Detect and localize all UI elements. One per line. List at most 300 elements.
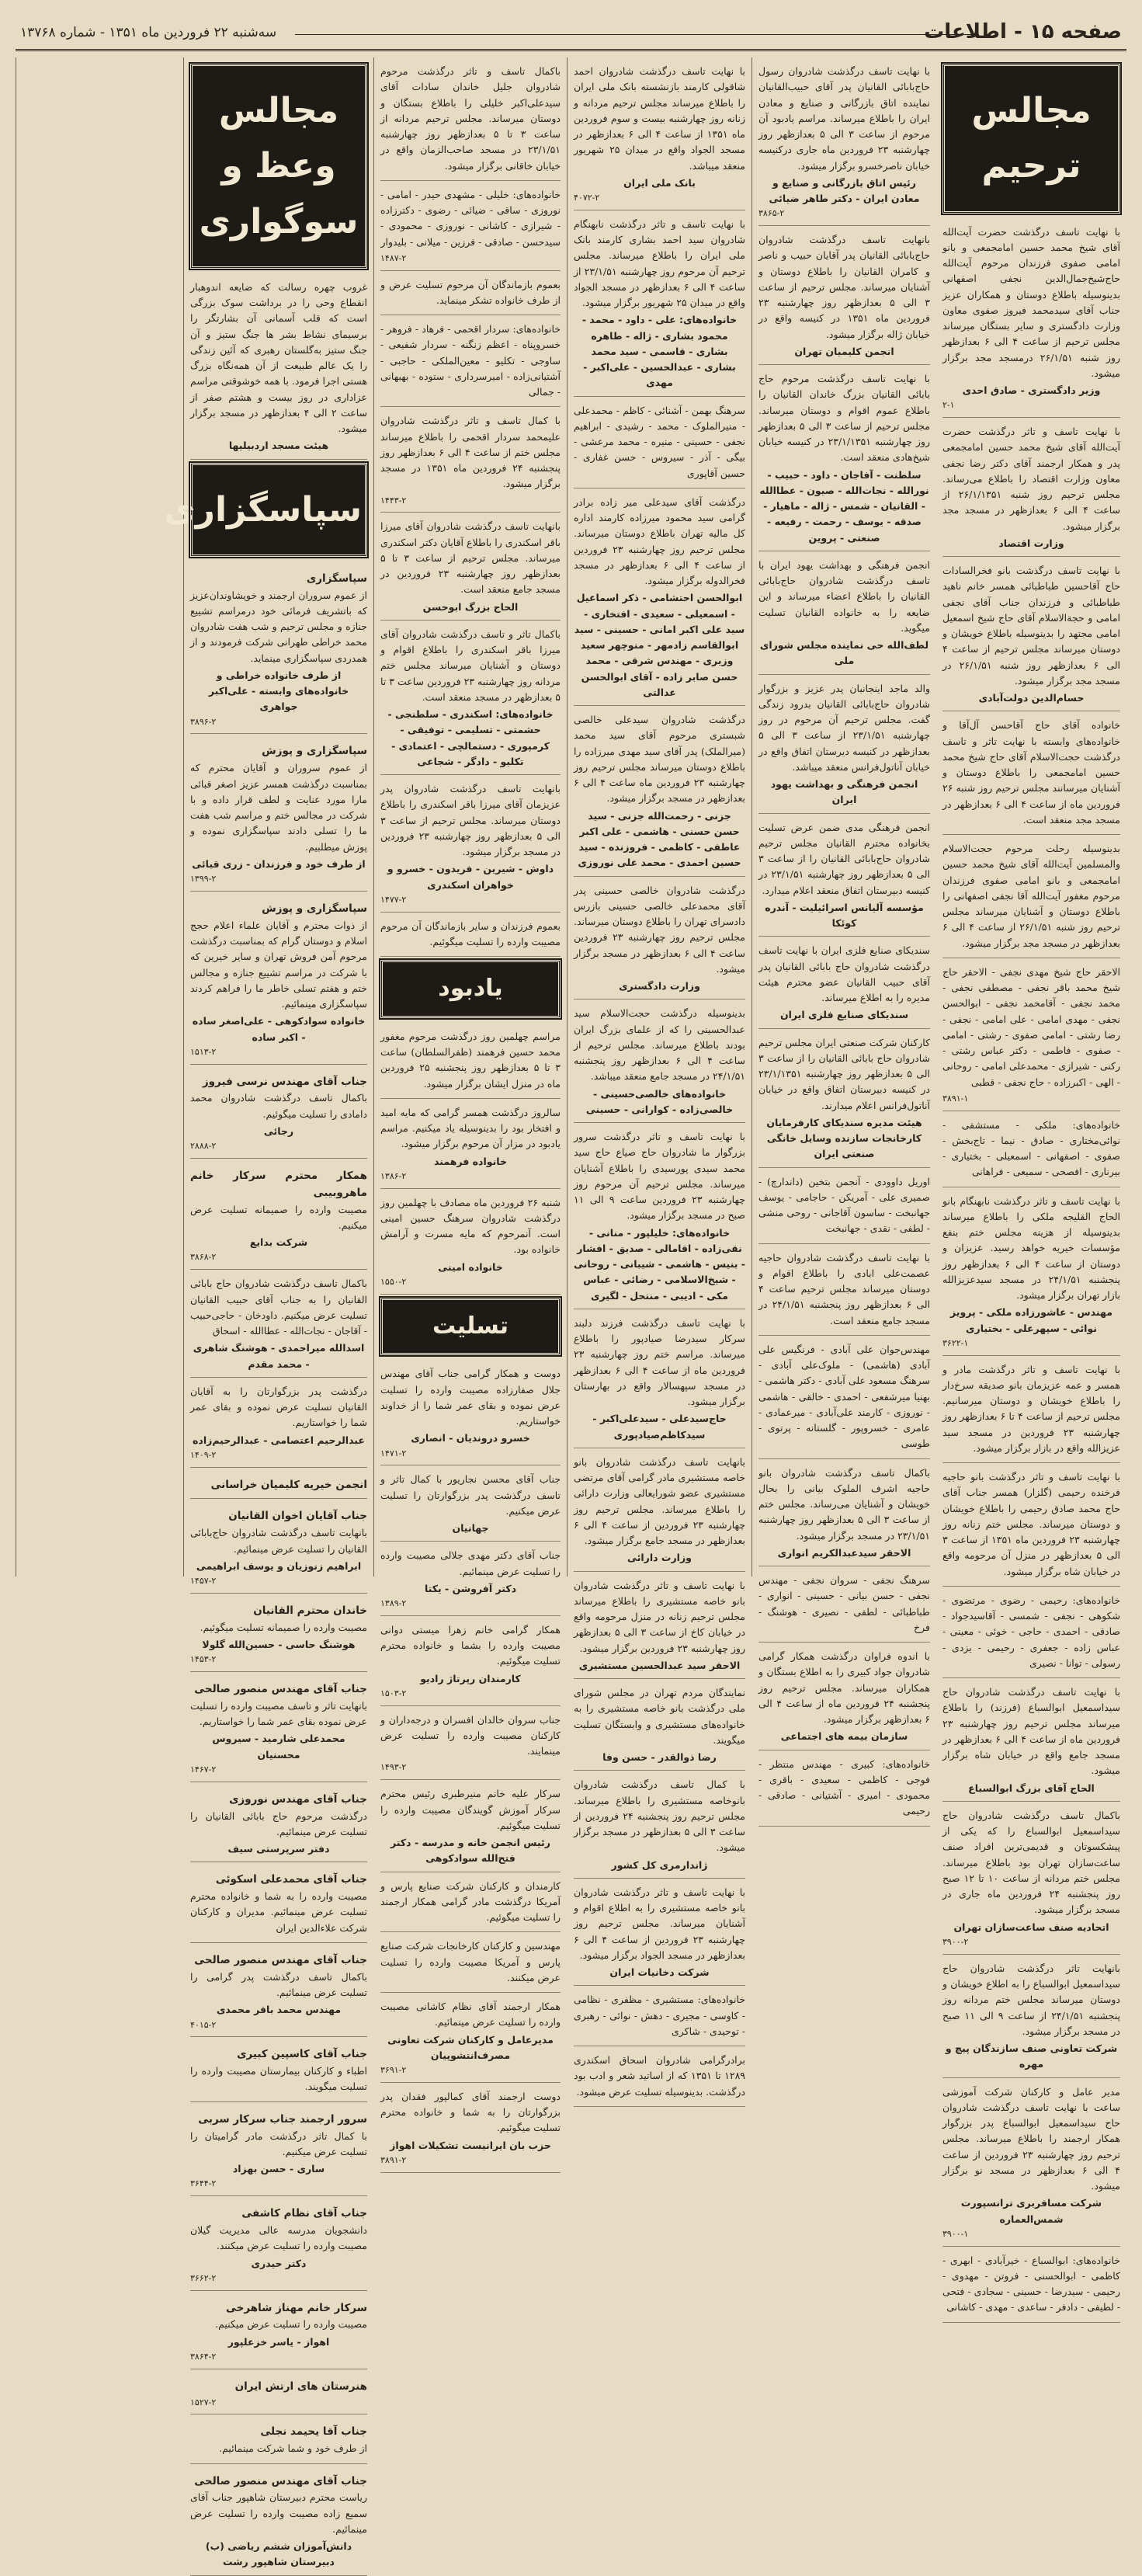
notice-signature: اهواز - یاسر خزعلپور <box>227 2335 330 2348</box>
notice <box>190 2418 367 2463</box>
notice-signature: خسرو دروندیان - انصاری <box>411 1432 530 1444</box>
notice <box>942 1466 1120 1587</box>
notice-heading: سرکار خانم مهناز شاهرخی <box>225 2301 367 2314</box>
notice-text: با نهایت تاسف و تاثر درگذشت شادروان بانو خاصه مستشیری را به اطلاع اقوام و آشنایان میرساند. مجلس ترحیم روز چهارشنبه ۲۳ فروردین از ساعت ۴ الی ۶ بعدازظهر در مسجد الجواد برگزار میشود. <box>574 1886 745 1961</box>
notice <box>758 1462 930 1567</box>
notice-text: از عموم سروران و آقایان محترم که بمناسبت درگذشت همسر عزیز اصغر قبائی مارا مورد عنایت و لطف قرار داده و با شرکت در مجالس ختم و مراسم شب هفت ما را تسلی دادند سپاسگزاری نموده و پوزش میطلبیم. <box>190 762 367 853</box>
notice-signature: ابوالحسن احتشامی - ذکر اسماعیل - اسمعیلی - سعیدی - افتخاری - سید علی اکبر امانی - حسینی - سید ابوالقاسم زادمهر - منوچهر سعید وزیری - مهندس شرقی - محمد حسن صابر زاده - آقای ابوالحسن عدالتی <box>574 592 745 698</box>
notice-code: ۱۳۸۶-۲ <box>380 1170 407 1181</box>
notice-text: غروب چهره رسالت که ضایعه اندوهبار انقطاع وحی را در برداشت سوک بزرگی است که قلب آسمانی آن بشارتگر را برسیمای نشاط بشر ها جنگ ستیز و آن جنگ ستیز به‌گلستان رهبری که آئین زندگی را یک عالم طبیعت از آن همه‌نگاه بزرگ هستی اجرا فرمود. با همه خوشوقتی مراسم عزاداری در روز بیست و هشتم صفر از ساعت ۲ الی ۴ بعدازظهر در مسجد برگزار میشود. <box>190 280 367 435</box>
notice-signature: رئیس اتاق بازرگانی و صنایع و معادن ایران - دکتر طاهر ضیائی <box>769 176 920 204</box>
notice <box>380 516 561 621</box>
notice-signature: ژاندارمری کل کشور <box>611 1858 708 1871</box>
notice-signature: حاج‌سیدعلی - سیدعلی‌اکبر - سیدکاظم‌صیادپوری <box>592 1413 727 1441</box>
notice-text: مصیبت وارده را صمیمانه تسلیت عرض میکنیم. <box>190 1203 367 1231</box>
notice-code: ۳۸۶۸-۲ <box>190 1252 217 1263</box>
notice-text: با نهایت تاسف و تاثر درگذشت بانو حاجیه فرخنده رحیمی (گلزار) همسر جناب آقای حاج محمد صادق رحیمی را باطلاع خویشان و دوستان میرساند. مجلس ختم زنانه روز چهارشنبه ۲۳ فروردین ماه ۱۳۵۱ از ساعت ۳ الی ۵ بعدازظهر در منزل آن مرحومه واقع در خیابان شاه برگزار میشود. <box>942 1471 1120 1577</box>
banner-yadbud: یادبود <box>380 960 561 1018</box>
notice-code: ۱۵۲۷-۲ <box>190 2397 217 2407</box>
notice-text: جناب آقای دکتر مهدی جلالی مصیبت وارده را تسلیت عرض مینمائیم. <box>380 1549 561 1577</box>
notice-text: مراسم چهلمین روز درگذشت مرحوم مغفور محمد حسین فرهمند (ظفرالسلطان) ساعت ۳ تا ۵ بعدازظهر روز پنجشنبه ۲۵ فروردین ماه در منزل ایشان برگزار میشود. <box>380 1030 561 1090</box>
newspaper-page <box>16 16 1126 2568</box>
notice-text: سرهنگ نجفی - سروان نجفی - مهندس نجفی - حسن بیانی - حسینی - انواری - طباطبائی - لطفی - نصیری - هوشنگ - فرخ <box>758 1574 930 1633</box>
notice-signature: الاحقر سید عبدالحسین مستشیری <box>578 1659 741 1671</box>
notice-text: کارکنان شرکت صنعتی ایران مجلس ترحیم شادروان حاج بابائی القانیان را از ساعت ۳ الی ۵ بعدازظهر روز چهارشنبه ۲۳/۱/۱۳۵۱ در کنیسه دبیرستان اتفاق واقع در خیابان آناتول‌فرانس اعلام میدارند. <box>758 1036 930 1111</box>
notice-signature: سندیکای صنایع فلزی ایران <box>779 1009 909 1021</box>
notice <box>758 1171 930 1244</box>
notice-text: بانهایت تاسف درگذشت شادروان حاج‌بابائی القانیان پدر آقایان حبیب و ناصر و کامران القانیان را باطلاع دوستان و آشنایان میرساند. مجلس ترحیم از ساعت ۳ الی ۵ بعدازظهر روز چهارشنبه ۲۳ فروردین ماه ۱۳۵۱ در کنیسه واقع در خیابان ژاله برگزار میشود. <box>758 234 930 340</box>
notice-signature: الحاج بزرگ ابوحسن <box>422 600 519 613</box>
notice-text: با نهایت تاسف درگذشت شادروان احمد شاقولی کارمند بازنشسته بانک ملی ایران را باطلاع میرساند مجلس ترحیم مردانه و زنانه روز چهارشنبه بیست و سوم فروردین ماه ۱۳۵۱ از ساعت ۴ الی ۶ بعدازظهر در مسجد الجواد واقع در میدان ۲۵ شهریور منعقد میباشد. <box>574 65 745 172</box>
notice-text: با نهایت تاسف درگذشت شادروان رسول حاج‌بابائی القانیان پدر آقای حبیب‌القانیان نماینده اتاق بازرگانی و صنایع و معادن ایران را باطلاع میرساند. مراسم یادبود آن مرحوم از ساعت ۳ الی ۵ بعدازظهر روز چهارشنبه ۲۳ فروردین ماه جاری درکنیسه خیابان ناصرخسرو برگزار میشود. <box>758 65 930 172</box>
notice-signature: سلطنت - آفاجان - داود - حبیب - نورالله - نجات‌الله - صیون - عطاالله - القانیان - شمس - ژاله - ماهیار - صدقه - یوسف - رحمت - رفیعه - صنعتی - پروین <box>759 468 929 544</box>
notice <box>758 817 930 937</box>
notice-heading: خاندان محترم القانیان <box>253 1604 367 1617</box>
notice-signature: شرکت تعاونی صنف سازندگان پیچ و مهره <box>945 2042 1118 2070</box>
notice-text: مدیر عامل و کارکنان شرکت آموزشی ساعت با نهایت تاسف درگذشت شادروان حاج سیداسمعیل ابوالسباع پدر بزرگوار همکار ارجمند را باطلاع میرساند. مجلس ترحیم روز چهارشنبه ۲۳ فروردین از ساعت ۴ الی ۶ بعدازظهر در مسجد نو برگزار میشود. <box>942 2085 1121 2192</box>
notice-heading: جناب آقای کاسپین کبیری <box>237 2048 367 2061</box>
notice-text: دوست و همکار گرامی جناب آقای مهندس جلال صفارزاده مصیبت وارده را تسلیت عرض نموده و بقای عمر شما را از خداوند خواستاریم. <box>380 1368 561 1427</box>
notice <box>574 1882 745 1987</box>
notice-code: ۱۴۷۷-۲ <box>380 894 407 905</box>
notice <box>380 2086 561 2173</box>
notice-signature: ساری - حسن بهزاد <box>232 2163 325 2175</box>
notice <box>190 1785 367 1863</box>
notice-text: بعموم فرزندان و سایر بازماندگان آن مرحوم مصیبت وارده را تسلیت میگوئیم. <box>380 920 561 947</box>
notice-signature: خانواده‌های: علی - داود - محمد - محمود بشاری - ژاله - طاهره بشاری - قاسمی - سید محمد بشاری - عبدالحسین - علی‌اکبر - مهدی <box>581 314 738 389</box>
notice-text: برادرگرامی شادروان اسحاق اسکندری ۱۲۸۹ تا ۱۳۵۱ که از اساتید شعر و ادب بود درگذشت. بدینوسیله تسلیت عرض میشود. <box>574 2054 746 2098</box>
notice-signature: مؤسسه آلیانس اسرائیلیت - آندره کوئکا <box>765 901 924 930</box>
notice-code: ۱۵۰۳-۲ <box>380 1688 407 1698</box>
notice-text: با نهایت تاسف و تاثر درگذشت سرور بزرگوار ما شادروان حاج صیاع حاج سید محمد سیدی پورسیدی را باطلاع آشنایان میرساند. مجلس ترحیم آن مرحوم روز چهارشنبه ۲۳ فروردین ساعت ۹ الی ۱۱ صبح در مسجد برگزار میشود. <box>574 1131 745 1222</box>
notice <box>758 368 930 551</box>
notice <box>190 1068 367 1159</box>
notice <box>574 61 745 210</box>
notice <box>190 2199 367 2290</box>
notice-signature: خانواده‌های خالصی‌حسینی - خالصی‌زاده - کوارانی - حسینی <box>585 1087 734 1115</box>
notice-text: با کمال تاسف درگذشت شادروان بانوخاصه مستشیری را باطلاع میرساند. مجلس ترحیم روز پنجشنبه ۲۴ فروردین از ساعت ۳ الی ۵ بعدازظهر در مسجد برگزار میشود. <box>574 1778 745 1854</box>
notice-signature: وزارت دارائی <box>627 1552 692 1564</box>
notice-heading: سپاسگزاری <box>306 572 367 585</box>
notice <box>380 1363 561 1465</box>
notice-signature: ابراهیم زنوزیان و یوسف ابراهیمی <box>196 1559 362 1572</box>
notice-text: از ذوات محترم و آقایان علماء اعلام حجج اسلام و دوستان گرام که بمناسبت درگذشت مرحوم آمن فروش تهران و سایر خیرین که با شرکت در مراسم تشییع جنازه و مجالس ختم و هفتم تسلی خاطر ما را فراهم کردند سپاسگزاری مینمائیم. <box>190 919 367 1010</box>
notice-text: بدینوسیله درگذشت حجت‌الاسلام سید عبدالحسینی را که از علمای بزرگ ایران بودند باطلاع میرساند. مجلس ترحیم از ساعت ۴ الی ۶ بعدازظهر روز پنجشنبه ۲۴/۱/۵۱ در مسجد جامع منعقد میباشد. <box>574 1007 745 1083</box>
notice-signature: شرکت بدایع <box>249 1236 308 1249</box>
notice-text: نمایندگان مردم تهران در مجلس شورای ملی درگذشت بانو خاصه مستشیری را به خانواده‌های مستشیری و وابستگان تسلیت میگویند. <box>574 1687 745 1746</box>
notice-code: ۱۴۵۳-۲ <box>190 1654 217 1665</box>
notice-heading: جناب آقای محمدعلی اسکوئی <box>215 1873 367 1886</box>
notice <box>190 1502 367 1593</box>
notice-signature: شرکت دخانیات ایران <box>609 1966 710 1979</box>
notice <box>380 61 561 181</box>
notice <box>574 1989 745 2046</box>
notice <box>190 1273 367 1378</box>
notice <box>942 1359 1120 1464</box>
notice-code: ۳۸۹۱-۱ <box>942 1093 969 1104</box>
notice-signature: مدیرعامل و کارکنان شرکت تعاونی مصرف‌انتشوپیان <box>387 2033 554 2061</box>
notice-code: ۳۹۰۰-۱ <box>942 2228 969 2239</box>
notice-text: سرهنگ بهمن - آشنائی - کاظم - محمدعلی - منیرالملوک - محمد - رشیدی - ابراهیم نجفی - حسینی - منیره - محمد مرعشی - بیگی - آذر - سیروس - حسن غفاری - حسین آقاپوری <box>574 404 745 479</box>
notice-text: با نهایت تاسف درگذشت شادروان حاجیه عصمت‌علی ابادی را باطلاع اقوام و دوستان میرساند مجلس ترحیم ساعت ۴ الی ۶ بعدازظهر روز پنجشنبه ۲۴/۱/۵۱ در مسجد جامع منعقد است. <box>758 1251 930 1326</box>
notice-text: جناب آقای محسن نجاریور با کمال تاثر و تاسف درگذشت پدر بزرگوارتان را تسلیت عرض میکنیم. <box>380 1473 561 1517</box>
notice-code: ۱۳۹۹-۲ <box>190 874 217 885</box>
notice-signature: رضا ذوالقدر - حسن وفا <box>602 1751 717 1764</box>
notice <box>190 1946 367 2037</box>
notice-text: سالروز درگذشت همسر گرامی که مایه امید و افتخار بود را بدینوسیله یاد میکنیم. مراسم یادبود در مزار آن مرحوم برگزار میشود. <box>380 1106 561 1150</box>
column-3 <box>567 57 751 2098</box>
notice-text: با نهایت تاسف درگذشت مرحوم حاج بابائی القانیان بزرگ خاندان القانیان را باطلاع عموم اقوام و دوستان میرساند. مجلس ترحیم از ساعت ۳ الی ۵ بعدازظهر روز چهارشنبه ۲۳/۱/۱۳۵۱ در کنیسه خیابان شیخ‌هادی منعقد است. <box>758 373 931 464</box>
notice-signature: هوشنگ حاسی - حسین‌الله گلولا <box>202 1638 356 1650</box>
notice <box>380 1026 561 1099</box>
notice-text: خانواده‌های: کبیری - مهندس منتظر - فوجی - کاظمی - سعیدی - باقری - محمودی - امیری - آشتیانی - صادقی - رحیمی <box>758 1757 930 1817</box>
notice <box>380 1619 561 1706</box>
notice-text: با نهایت تاسف درگذشت بانو فخرالسادات حاج آقاحسین طباطبائی همسر خانم ناهید طباطبائی و فرزندان جناب آقای نجفی امامی و حجة‌الاسلام آقای حاج شیخ اسمعیل امامی مجتهد را بدینوسیله باطلاع خویشان و دوستان میرساند مجلس ترحیم از ساعت ۴ الی ۶ بعدازظهر روز شنبه ۲۶/۱/۵۱ در مسجد مجد برگزار میشود. <box>942 565 1120 687</box>
notice-code: ۳۸۹۶-۲ <box>190 716 217 727</box>
notice-signature: خانواده‌های: خلیلپور - منانی - نقی‌زاده - اقامالی - صدیق - افشار - بنیس - هاشمی - شیبانی - روحانی - شیخ‌الاسلامی - رضائی - عباس مکی - ادیبی - منتحل - لگیری <box>573 1226 745 1302</box>
notice <box>190 737 367 891</box>
notice <box>942 1114 1120 1187</box>
banner-vaz: مجالس وعظ و سوگواری <box>190 64 367 269</box>
notice <box>942 2081 1120 2247</box>
notice-text: درگذشت مرحوم حاج بابائی القانیان را تسلیت عرض مینمائیم. <box>190 1809 367 1837</box>
notice-text: مهندسین و کارکنان کارخانجات شرکت صنایع پارس و آمریکا مصیبت وارده را تسلیت عرض میکنند. <box>380 1940 561 1983</box>
notice-signature: وزیر دادگستری - صادق احدی <box>962 384 1101 397</box>
notice <box>942 1958 1120 2078</box>
notice-code: ۳۶۶۲-۲ <box>190 2272 217 2283</box>
notice <box>190 2467 367 2576</box>
notice-text: خانواده آقای حاج آقاحسن آل‌آقا و خانواده‌های وابسته با نهایت تاثر و تاسف درگذشت حجت‌الاسلام آقای حاج شیخ محمد حسین امامجمعی را باطلاع دوستان و آشنایان میرسانند مجلس ترحیم روز شنبه ۲۶ فروردین ماه از ساعت ۴ الی ۶ بعدازظهر در مسجد مجد منعقد است. <box>942 719 1120 826</box>
notice-signature: مهندس - عاشورزاده ملکی - پرویز نوائی - سپهرعلی - بختیاری <box>950 1306 1112 1334</box>
notice-text: با نهایت تاسف درگذشت شادروان حاج سیداسمعیل ابوالسباع (فرزند) را باطلاع میرساند مجلس ترحیم روز چهارشنبه ۲۳ فروردین ماه از ساعت ۴ الی ۶ بعدازظهر در مسجد جامع واقع در خیابان شاه برگزار میشود. <box>942 1686 1120 1777</box>
notice <box>380 624 561 775</box>
notice <box>758 940 930 1028</box>
notice <box>190 565 367 735</box>
column-1 <box>936 57 1126 2314</box>
notice-signature: انجمن فرهنگی و بهداشت یهود ایران <box>770 778 918 806</box>
notice-heading: جناب آقای مهندس نوروزی <box>229 1792 367 1806</box>
notice-text: اطباء و کارکنان بیمارستان مصیبت وارده را تسلیت میگویند. <box>190 2065 367 2093</box>
notice-text: خانواده‌های: مستشیری - مظفری - نظامی - کاوسی - مجیری - دهش - نوائی - رهبری - توحیدی - شاکری <box>574 1994 745 2037</box>
notice-signature: سازمان بیمه های اجتماعی <box>780 1730 908 1743</box>
column-5 <box>16 57 373 2568</box>
notice-text: با کمال تاثر درگذشت مادر گرامیتان را تسلیت عرض میکنیم. <box>190 2129 367 2157</box>
notice <box>380 1996 561 2083</box>
issue-date: سه‌شنبه ۲۲ فروردین ماه ۱۳۵۱ - شماره ۱۳۷۶۸ <box>20 25 277 40</box>
notice-signature: خانواده امینی <box>438 1260 503 1273</box>
notice <box>190 2040 367 2101</box>
notice-signature: دکتر حیدری <box>251 2257 307 2269</box>
notice <box>942 838 1120 958</box>
notice <box>190 1162 367 1270</box>
notice-signature: جزنی - رحمت‌الله جزنی - سید حسن حسنی - هاشمی - علی اکبر عاطفی - کاظمی - فروزنده - سید حسین احمدی - محمد علی نوروزی <box>578 809 741 869</box>
notice <box>380 1545 561 1616</box>
notice <box>190 895 367 1065</box>
notice <box>574 1126 745 1309</box>
notice-signature: دکتر آفروشن - یکتا <box>424 1582 517 1594</box>
notice-text: خانواده‌های: خلیلی - مشهدی حیدر - امامی - نوروزی - ساقی - ضیائی - رضوی - دکترزاده - شیرازی - کاشانی - نوروزی - محمودی - سیدحسن - صادقی - فرزین - میلانی - بلیدوار <box>380 188 561 248</box>
notice <box>190 1471 367 1500</box>
notice <box>758 1570 930 1643</box>
masthead <box>16 16 1126 51</box>
notice-heading: جناب آقای نظام کاشفی <box>241 2207 367 2220</box>
notice <box>574 1003 745 1123</box>
notice-text: باکمال تاسف و تاثر درگذشت مرحوم شادروان جلیل خاندان سادات آقای سیدعلی‌اکبر خلیلی را باطلاع بستگان و دوستان میرساند. مجلس ترحیم مردانه از ساعت ۳ تا ۵ بعدازظهر روز چهارشنبه ۲۳/۱/۵۱ در مسجد صاحب‌الزمان واقع در خیابان خاقانی برگزار میشود. <box>380 65 561 172</box>
notice <box>380 1192 561 1295</box>
notice <box>190 276 367 460</box>
notice-text: باکمال تاسف درگذشت شادروان حاج بابائی القانیان را به جناب آقای حبیب القانیان تسلیت عرض میکنیم. داودخان - حاجی‌حبیب - آقاجان - نجات‌الله - عطاالله - اسحاق <box>190 1278 367 1337</box>
notice <box>942 714 1120 835</box>
notice-code: ۲-۱ <box>942 400 955 411</box>
notice-code: ۳۶۴۴-۲ <box>190 2178 217 2189</box>
notice-heading: جناب آقای مهندس منصور صالحی <box>194 1683 367 1696</box>
notice <box>190 1865 367 1943</box>
notice-heading: جناب آقای مهندس منصور صالحی <box>194 2474 367 2487</box>
notice <box>190 1381 367 1468</box>
notice-text: درگذشت شادروان سیدعلی خالصی شبستری مرحوم آقای سید محمد (میرالملک) پدر آقای سید مهدی میرزاده را باطلاع دوستان میرساند مجلس ترحیم روز چهارشنبه ۲۳ فروردین ماه ساعت ۴ الی ۶ بعدازظهر در مسجد برگزار میشود. <box>574 714 746 805</box>
page-label: صفحه ۱۵ - اطلاعات <box>924 20 1122 43</box>
masthead-rule <box>295 34 979 35</box>
notice-text: بعموم بازماندگان آن مرحوم تسلیت عرض و از طرف خانواده تشکر مینماید. <box>380 278 561 306</box>
notice-text: خانواده‌های: رحیمی - رضوی - مرتضوی - شکوهی - نجفی - شمسی - آقاسیدجواد - صادقی - احمدی - حاجی - خوئی - معینی - عباس زاده - جعفری - رحیمی - یزدی - رسولی - توانا - نصیری <box>942 1594 1120 1669</box>
notice-text: مهندس‌جوان علی آبادی - فرنگیس علی آبادی (هاشمی) - ملوک‌علی آبادی - سرهنگ مسعود علی آبادی - دکتر هاشمی - بهنیا میرشفعی - احمدی - خالقی - هاشمی - نوروزی - کارمند علی‌آبادی - میرعمادی - عامری - خسروپور - گلستانه - پرتوی - طوسی <box>758 1343 930 1450</box>
notice-signature: رجائی <box>263 1125 294 1137</box>
notice-text: با نهایت تاسف و تاثر درگذشت نابهنگام بانو الحاج القلیجه ملکی را باطلاع میرساند بدینوسیله از هزینه مجلس ختم بنفع مؤسسات خیریه خواهد رسید. عزیزان و دوستان از ساعت ۴ الی ۶ بعدازظهر روز پنجشنبه ۲۴/۱/۵۱ در مسجد سیدعزیزالله بازار تهران برگزار میشود. <box>942 1194 1121 1302</box>
notice-text: خانواده‌های: ابوالسباع - خیرآبادی - ابهری - کاظمی - ابوالحسنی - فروتن - مهدوی - رحیمی - سیدرضا - حسینی - سجادی - فتحی - لطیفی - دادفر - ساعدی - مهدی - کاشانی <box>942 2254 1120 2314</box>
notice-signature: لطف‌الله حی نماینده مجلس شورای ملی <box>759 639 929 667</box>
notice <box>574 2049 745 2107</box>
notice-text: الاحقر حاج شیخ مهدی نجفی - الاحقر حاج شیخ محمد باقر نجفی - مصطفی نجفی - محمد نجفی - آقامحمد نجفی - ابوالحسن نجفی - مهدی امامی - علی امامی - نجفی - رضا رشتی - امامی صفوی - رشتی - امامی - صفوی - فاطمی - دکتر عباس رشتی - رکنی - شیرازی - محمدعلی امامی - روحانی - الهی - اکبرزاده - حاج نجفی - قطبی <box>942 965 1120 1088</box>
notice-signature: خانواده سوادکوهی - علی‌اصغر ساده - اکبر ساده <box>192 1015 366 1043</box>
column-5b <box>16 57 184 1577</box>
notice-text: با کمال تاسف و تاثر درگذشت شادروان علیمحمد سردار اقحمی را باطلاع میرساند مجلس ختم از ساعت ۴ الی ۶ بعدازظهر روز پنجشنبه ۲۴ فروردین ماه ۱۳۵۱ در مسجد برگزار میشود. <box>380 415 561 490</box>
notice <box>942 221 1120 419</box>
notice-signature: مهندس محمد باقر محمدی <box>216 2004 342 2016</box>
notice-signature: حسام‌الدین دولت‌آبادی <box>978 692 1085 704</box>
notice-text: باکمال تاسف درگذشت شادروان حاج سیداسمعیل ابوالسباع را که یکی از پیشکسوتان و قدیمی‌ترین افراد صنف ساعت‌سازان تهران بود باطلاع میرساند. مجلس ختم مردانه از ساعت ۱۰ تا ۱۲ صبح روز پنجشنبه ۲۴ فروردین ماه جاری در مسجد برگزار میشود. <box>942 1809 1121 1916</box>
notice-text: باکمال تاسف درگذشت شادروان محمد دامادی را تسلیت میگوئیم. <box>190 1092 367 1120</box>
notice-text: همکار گرامی خانم زهرا میستی دوانی مصیبت وارده را بشما و خانواده محترم تسلیت میگوئیم. <box>380 1623 561 1667</box>
notice-signature: الحاج آقای بزرگ ابوالسباع <box>968 1782 1095 1794</box>
notice-heading: سپاسگزاری و پوزش <box>262 902 367 915</box>
notice-code: ۳۶۹۱-۲ <box>380 2065 407 2075</box>
notice <box>942 560 1120 711</box>
notice-code: ۱۴۰۹-۲ <box>190 1449 217 1460</box>
notice-code: ۱۴۹۳-۲ <box>380 1762 407 1773</box>
notice-signature: شرکت مسافربری ترانسپورت شمس‌العماره <box>960 2197 1102 2225</box>
notice <box>380 1876 561 1933</box>
notice <box>380 916 561 958</box>
notice-text: مصیبت وارده را صمیمانه تسلیت میگوئیم. <box>200 1621 367 1633</box>
notice <box>758 1339 930 1459</box>
notice-signature: خانواده فرهمند <box>434 1155 507 1167</box>
notice-heading: سرور ارجمند جناب سرکار سربی <box>198 2112 367 2126</box>
notice-text: بدینوسیله رحلت مرحوم حجت‌الاسلام والمسلمین آیت‌الله آقای شیخ محمد حسین امامجمعی و بانو امامی صفوی فرزندان مرحوم مغفور آیت‌الله آقا نجفی اصفهانی را باطلاع دوستان و آشنایان میرساند مجلس ترحیم روز شنبه ۲۶/۱/۵۱ از ساعت ۴ الی ۶ بعدازظهر در مسجد مجد برگزار میشود. <box>942 843 1120 949</box>
notice <box>942 1681 1120 1802</box>
notice <box>574 1451 745 1572</box>
notice <box>190 2294 367 2369</box>
notice-text: خانواده‌های: ملکی - مستشفی - نوائی‌مختاری - صادق - نیما - تاج‌بخش - صفوی - اصفهانی - اسمعیلی - بختیاری - بیرناری - افصحی - سمیعی - فراهانی <box>942 1118 1120 1178</box>
notice-text: سندیکای صنایع فلزی ایران با نهایت تاسف درگذشت شادروان حاج بابائی القانیان پدر آقای حبیب القانیان عضو محترم هیئت مدیره را به اطلاع میرساند. <box>758 944 930 1004</box>
notice-text: بانهایت تاسف درگذشت شادروان بانو خاصه مستشیری مادر گرامی آقای مرتضی مستشیری عضو شورایعالی وزارت دارائی را باطلاع میرساند. مجلس ترحیم روز چهارشنبه ۲۳ فروردین از ساعت ۴ الی ۶ بعدازظهر در مسجد جامع برگزار میشود. <box>574 1455 745 1547</box>
notice-signature: حزب بان ایرانیست تشکیلات اهواز <box>390 2139 551 2151</box>
notice <box>758 61 930 226</box>
notice-code: ۴۰۱۵-۲ <box>190 2019 217 2030</box>
notice-text: جناب سروان خالدان افسران و درجه‌داران و کارکنان مصیبت وارده را تسلیت عرض مینمایند. <box>380 1713 561 1757</box>
notice <box>380 410 561 513</box>
notice-text: درگذشت آقای سیدعلی میر زاده برادر گرامی سید محمود میرزاده کارمند اداره کل مالیه تهران باطلاع دوستان میرساند. مجلس ترحیم روز چهارشنبه ۲۳ فروردین از ساعت ۴ الی ۶ بعدازظهر در مسجد فخرالدوله برگزار میشود. <box>574 495 745 587</box>
notice-text: از طرف خود و شما شرکت مینمائیم. <box>219 2442 367 2455</box>
notice <box>758 1032 930 1168</box>
notice <box>758 1646 930 1750</box>
notice-signature: محمدعلی شارمید - سیروس محسنیان <box>212 1733 345 1761</box>
notice-text: بانهایت تاثر و تاسف مصیبت وارده را تسلیت عرض نموده بقای عمر شما را خواستاریم. <box>190 1699 367 1728</box>
notice-code: ۳۸۶۴-۲ <box>190 2351 217 2362</box>
notice-heading: جناب آقای مهندس منصور صالحی <box>194 1953 367 1966</box>
notice-text: با نهایت تاسف و تاثر درگذشت حضرت آیت‌الله آقای شیخ محمد حسین امامجمعی پدر و همکار ارجمند آقای دکتر رضا نجفی معاون وزارت اقتصاد را باطلاع می‌رساند. مجلس ترحیم روز شنبه ۲۶/۱/۱۳۵۱ از ساعت ۴ الی ۶ بعدازظهر در مسجد مجد برگزار میشود. <box>942 426 1120 532</box>
banner-taslit: تسلیت <box>380 1298 561 1356</box>
notice-heading: سپاسگزاری و پوزش <box>262 745 367 758</box>
notice-text: بانهایت تاسف درگذشت شادروان حاج‌بابائی القانیان را تسلیت عرض مینمائیم. <box>190 1527 367 1555</box>
notice-heading: انجمن خیریه کلیمیان خراسانی <box>210 1478 367 1491</box>
notice-signature: کارمندان رپرتاژ رادیو <box>420 1672 521 1684</box>
notice-heading: همکار محترم سرکار خانم ماهروبیبی <box>190 1170 367 1199</box>
notice-signature: انجمن کلیمیان تهران <box>794 345 894 357</box>
column-2 <box>751 57 936 1817</box>
notice-text: بانهایت تاسف درگذشت شادروان آقای میرزا باقر اسکندری را باطلاع آقایان دکتر اسکندری میرساند. مجلس ترحیم از ساعت ۳ تا ۵ بعدازظهر روز چهارشنبه ۲۳ فروردین در مسجد جامع منعقد است. <box>380 520 561 596</box>
notice-text: کارمندان و کارکنان شرکت صنایع پارس و آمریکا درگذشت مادر گرامی همکار ارجمند را تسلیت میگوئیم. <box>380 1879 561 1923</box>
notice-code: ۱۵۵۰-۲ <box>380 1276 407 1287</box>
notice-signature: هیئت مسجد اردبیلیها <box>228 440 329 452</box>
notice-code: ۱۴۴۳-۲ <box>380 495 407 506</box>
notice <box>758 229 930 365</box>
notice-signature: داوش - شیرین - فریدون - خسرو و خواهران اسکندری <box>387 863 554 891</box>
column-5a <box>164 57 373 2568</box>
notice-signature: عبدالرحیم اعتصامی - عبدالرحیم‌زاده <box>193 1434 365 1446</box>
notice <box>380 318 561 407</box>
notice <box>574 214 745 397</box>
notice <box>190 2105 367 2196</box>
notice-text: انجمن فرهنگی مدی ضمن عرض تسلیت بخانواده محترم القانیان مجلس ترحیم شادروان حاج‌بابائی القانیان را از ساعت ۳ الی ۵ بعدازظهر روز چهارشنبه ۲۳/۱/۵۱ در کنیسه دبیرستان اتفاق منعقد اعلام میدارد. <box>758 821 930 896</box>
notice-code: ۱۴۵۷-۲ <box>190 1576 217 1587</box>
notice <box>574 1682 745 1771</box>
notice <box>574 400 745 488</box>
notice <box>574 1774 745 1879</box>
notice <box>942 421 1120 557</box>
notice <box>942 2250 1120 2323</box>
notice-code: ۱۳۸۹-۲ <box>380 1598 407 1609</box>
notice-text: باکمال تاسف درگذشت پدر گرامی را تسلیت عرض مینمائیم. <box>190 1970 367 1999</box>
notice-signature: رئیس انجمن خانه و مدرسه - دکتر فتح‌الله سوادکوهی <box>391 1837 550 1865</box>
notice-text: با نهایت تاسف درگذشت فرزند دلبند سرکار سیدرضا صیادپور را باطلاع میرساند. مراسم ختم روز چهارشنبه ۲۳ فروردین ماه از ساعت ۴ الی ۶ بعدازظهر در مسجد سپهسالار واقع در بهارستان برگزار میشود. <box>574 1316 745 1408</box>
notice <box>758 1247 930 1336</box>
column-4 <box>373 57 567 2165</box>
notice-signature: وزارت اقتصاد <box>998 537 1064 549</box>
notice <box>942 1590 1120 1678</box>
notice-text: همکار ارجمند آقای نظام کاشانی مصیبت وارده را تسلیت عرض مینمائیم. <box>380 2001 561 2028</box>
notice <box>942 961 1120 1111</box>
banner-tarhim: مجالس ترحیم <box>942 64 1120 214</box>
notice-signature: از طرف خانواده خراطی و خانواده‌های وابسته - علی‌اکبر جواهری <box>208 669 349 713</box>
notice-code: ۳۸۶۵-۲ <box>758 208 785 219</box>
notice <box>380 274 561 316</box>
columns <box>16 57 1126 2568</box>
notice-text: بانهایت تاسف درگذشت شادروان پدر عزیزمان آقای میرزا باقر اسکندری را باطلاع دوستان میرساند. مجلس ترحیم از ساعت ۳ الی ۵ بعدازظهر روز چهارشنبه ۲۳ فروردین در مسجد برگزار میشود. <box>380 783 561 858</box>
notice-text: مصیبت وارده را به شما و خانواده محترم تسلیت عرض مینمائیم. مدیران و کارکنان شرکت علاءالدین ایران <box>190 1890 367 1934</box>
notice <box>190 2373 367 2415</box>
notice-signature: خانواده‌های: اسکندری - سلطنجی - حشمتی - تسلیمی - توفیقی - کرمپوری - دستمالچی - اعتمادی - تکلیو - دادگر - شجاعی <box>387 708 554 767</box>
notice-code: ۴۰۷۲-۲ <box>574 193 600 203</box>
notice <box>380 1102 561 1189</box>
notice-text: از عموم سروران ارجمند و خویشاوندان‌عزیز که باتشریف فرمائی خود درمراسم تشییع جنازه و مجلس ترحیم و شب هفت شادروان محمد خراطی طهرانی شرکت فرمودند و از همدردی سپاسگزاری مینماید. <box>190 589 367 664</box>
notice-heading: جناب آقا یحیمد نجلی <box>260 2425 367 2439</box>
notice <box>380 184 561 271</box>
notice <box>758 554 930 675</box>
notice-code: ۱۴۷۱-۲ <box>380 1448 407 1458</box>
notice-code: ۱۵۱۳-۲ <box>190 1046 217 1057</box>
notice-text: با نهایت تاسف و تاثر درگذشت مادر و همسر و عمه عزیزمان بانو صدیقه سرخ‌دار را باطلاع خویشان و دوستان میرسانیم. مجلس ترحیم از ساعت ۴ تا ۶ بعدازظهر روز چهارشنبه ۲۳ فروردین در مسجد سید عزیزالله واقع در بازار برگزار میشود. <box>942 1363 1120 1454</box>
notice-signature: اسدالله میراحمدی - هوشنگ شاهری - محمد مقدم <box>193 1342 365 1370</box>
notice-signature: دانش‌آموزان ششم ریاضی (ب) دبیرستان شاهپور رشت <box>205 2540 352 2568</box>
notice-code: ۱۴۶۷-۲ <box>190 1764 217 1775</box>
notice-text: اوریل داوودی - آنجمن بتخین (داندارچ) - صمیری علی - آمریکن - حاجامی - یوسف جهانبخت - ساسون آقاجانی - روحی منشی - لطفی - نقدی - جهانبخت <box>758 1175 930 1235</box>
notice-text: درگذشت پدر بزرگوارتان را به آقایان القانیان تسلیت عرض نموده و بقای عمر شما را خواستاریم. <box>190 1385 367 1429</box>
notice-text: درگذشت شادروان خالصی حسینی پدر آقای محمدعلی خالصی حسینی بازرس دادسرای تهران را باطلاع دوستان میرساند. مجلس ترحیم روز چهارشنبه ۲۳ فروردین ساعت ۴ الی ۶ بعدازظهر در مسجد برگزار میشود. <box>574 884 745 975</box>
notice-code: ۲۸۸۸-۲ <box>190 1141 217 1152</box>
notice-text: خانواده‌های: سردار اقحمی - فرهاد - فروهر - خسروپناه - اعظم زنگنه - سردار شفیعی - ساوجی - تکلیو - معین‌الملکی - حاجبی - آشتیانی‌زاده - امیرسرداری - ستوده - بهبهانی - جمالی <box>380 323 561 398</box>
notice <box>942 1191 1120 1356</box>
notice <box>574 709 745 877</box>
notice-text: سرکار علیه خانم منیرطبری رئیس محترم سرکار آموزش گویندگان مصیبت وارده را تسلیت میگوئیم. <box>380 1788 561 1831</box>
notice <box>758 1754 930 1827</box>
notice-signature: جهانیان <box>452 1522 489 1535</box>
notice-heading: جناب آقای مهندس نرسی فیروز <box>202 1075 367 1088</box>
notice-heading: هنرستان های ارتش ایران <box>234 2380 367 2393</box>
notice-signature: الاحقر سیدعبدالکریم انواری <box>777 1546 911 1559</box>
notice-text: با نهایت تاسف و تاثر درگذشت شادروان بانو خاصه مستشیری را باطلاع میرساند مجلس ترحیم زنانه در منزل مرحومه واقع در خیابان کاخ از ساعت ۳ الی ۵ بعدازظهر روز چهارشنبه ۲۳ فروردین برگزار میشود. <box>574 1579 745 1654</box>
notice-text: با نهایت تاسف و تاثر درگذشت نابهنگام شادروان سید احمد بشاری کارمند بانک ملی ایران را باطلاع میرساند. مجلس ترحیم آن مرحوم روز چهارشنبه ۲۳/۱/۵۱ از ساعت ۴ الی ۶ بعدازظهر در مسجد الجواد واقع در میدان ۲۵ شهریور برگزار میشود. <box>574 217 745 309</box>
notice-text: با اندوه فراوان درگذشت همکار گرامی شادروان جواد کبیری را به اطلاع بستگان و همکاران میرساند. مجلس ترحیم روز پنجشنبه ۲۴ فروردین ماه از ساعت ۴ الی ۶ بعدازظهر برگزار میشود. <box>758 1650 930 1726</box>
notice-text: ریاست محترم دبیرستان شاهپور جناب آقای سمیع زاده مصیبت وارده را تسلیت عرض مینمائیم. <box>190 2491 367 2535</box>
notice-code: ۳۹۰۰-۲ <box>942 1936 969 1947</box>
notice-signature: از طرف خود و فرزندان - زری قبائی <box>192 857 366 870</box>
banner-sepas: سپاسگزاری <box>190 463 367 557</box>
notice-signature: وزارت دادگستری <box>619 980 700 993</box>
notice-text: والد ماجد اینجانبان پدر عزیز و بزرگوار شادروان حاج‌بابائی القانیان بدرود زندگی گفت. مجلس ترحیم آن مرحوم در روز چهارشنبه ۲۳/۱/۵۱ از ساعت ۳ الی ۵ بعدازظهر در کنیسه دیرستان اتفاق واقع در خیابان آناتول‌فرانس منعقد میباشد. <box>758 682 930 773</box>
notice <box>574 492 745 706</box>
notice-text: مصیبت وارده را تسلیت عرض میکنیم. <box>215 2318 367 2331</box>
notice-code: ۱۴۸۷-۲ <box>380 252 407 263</box>
notice <box>380 1935 561 1993</box>
notice <box>380 1469 561 1542</box>
notice <box>574 880 745 1000</box>
notice-text: انجمن فرهنگی و بهداشت یهود ایران با تاسف درگذشت شادروان حاج‌بابائی القانیان را باطلاع اعضاء میرساند و این ضایعه را به خانواده القانیان تسلیت میگوید. <box>758 558 930 634</box>
notice <box>380 778 561 913</box>
notice-text: باکمال تاثر و تاسف درگذشت شادروان آقای میرزا باقر اسکندری را باطلاع اقوام و دوستان و آشنایان میرساند مجلس ختم مردانه روز چهارشنبه ۲۳ فروردین ساعت ۳ تا ۵ بعدازظهر در مسجد منعقد است. <box>380 627 561 703</box>
notice-code: ۳۶۲۲-۱ <box>942 1337 969 1348</box>
notice <box>942 1805 1120 1955</box>
notice-signature: اتحادیه صنف ساعت‌سازان تهران <box>953 1921 1109 1933</box>
notice <box>380 1783 561 1872</box>
notice-signature: بانک ملی ایران <box>623 176 696 189</box>
notice <box>190 1675 367 1782</box>
notice <box>380 1709 561 1781</box>
notice-text: دانشجویان مدرسه عالی مدیریت گیلان مصیبت وارده را تسلیت عرض میکنند. <box>190 2224 367 2252</box>
notice-text: باکمال تاسف درگذشت شادروان بانو حاجیه اشرف الملوک بیانی را بحال خویشان و آشنایان می‌رساند. مجلس ختم از ساعت ۳ الی ۵ بعدازظهر روز چهارشنبه ۲۳/۱/۵۱ در مسجد برگزار میشود. <box>758 1466 930 1542</box>
notice-text: بانهایت تاثر درگذشت شادروان حاج سیداسمعیل ابوالسباع را به اطلاع خویشان و دوستان میرساند مجلس ختم مردانه روز پنجشنبه ۲۴/۱/۵۱ از ساعت ۹ الی ۱۱ صبح در مسجد برگزار میشود. <box>942 1962 1120 2037</box>
notice-text: شنبه ۲۶ فروردین ماه مصادف با چهلمین روز درگذشت شادروان سرهنگ حسین امینی است. آنمرحوم که مایه مسرت و آرامش خانواده بود. <box>380 1196 561 1256</box>
notice-signature: هیئت مدیره سندیکای کارفرمایان کارخانجات سازنده وسایل خانگی صنعتی ایران <box>766 1116 922 1160</box>
